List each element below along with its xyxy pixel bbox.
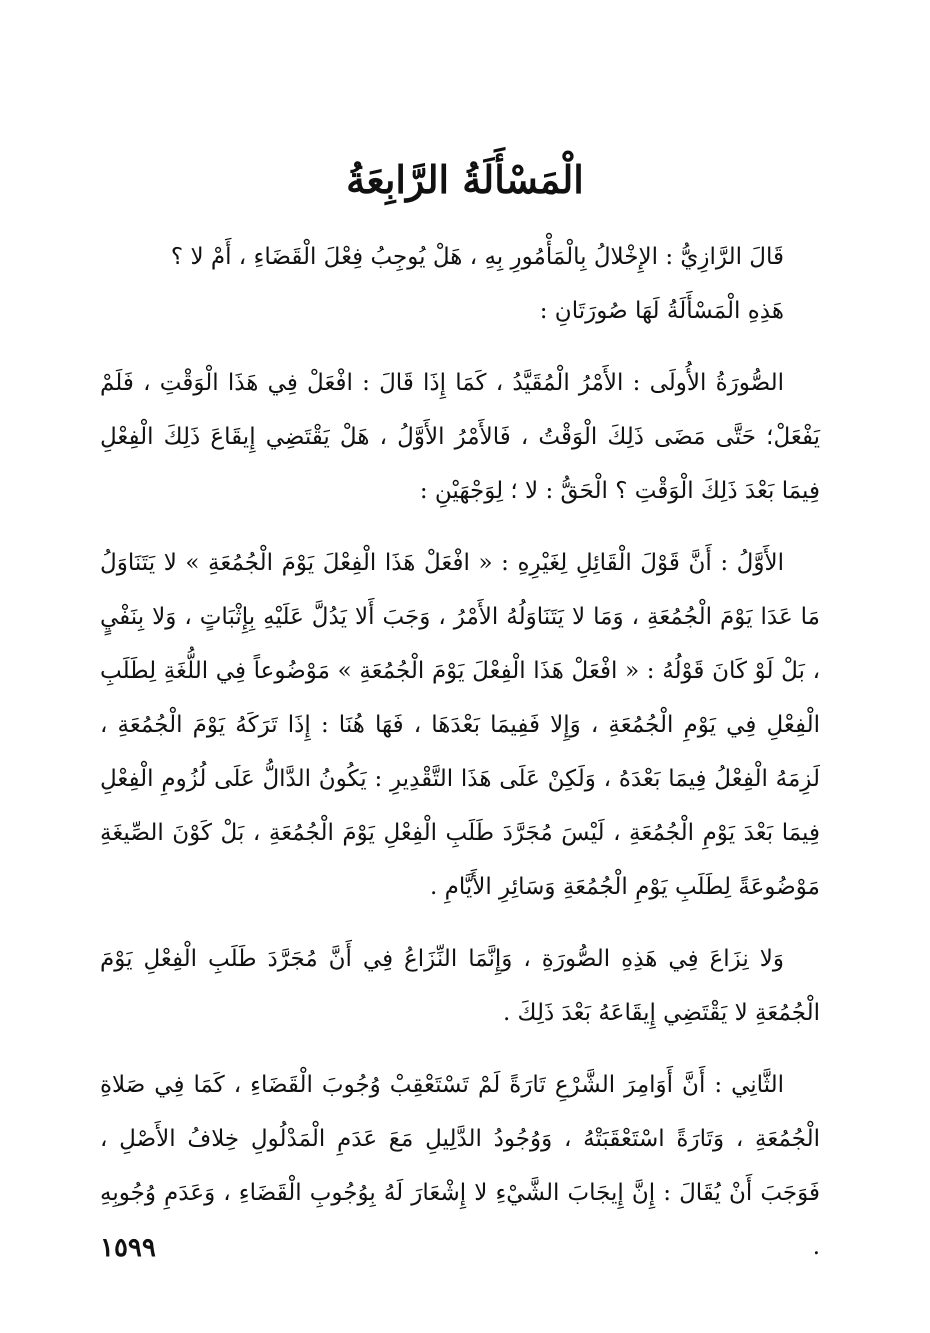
- paragraph-gap: [100, 518, 820, 536]
- paragraph-1: قَالَ الرَّازِيُّ : الإِخْلالُ بِالْمَأْمُورِ بِهِ ، هَلْ يُوجِبُ فِعْلَ الْقَضَاءِ ، أَمْ لا ؟: [170, 244, 784, 270]
- paragraph-gap: [100, 914, 820, 932]
- page-number: ١٥٩٩: [100, 1233, 156, 1263]
- paragraph-gap: [100, 338, 820, 356]
- paragraph-2: هَذِهِ الْمَسْأَلَةُ لَهَا صُورَتَانِ :: [539, 298, 784, 324]
- text-body: [100, 230, 820, 1274]
- paragraph-6: الثَّانِي : أَنَّ أَوَامِرَ الشَّرْعِ تَارَةً لَمْ تَسْتَعْقِبْ وُجُوبَ الْقَضَاءِ ، كَمَا فِي صَلاةِ الْجُمُعَةِ ، وَتَارَةً اسْتَعْقَبَتْهُ ، وَوُجُودُ الدَّلِيلِ مَعَ عَدَمِ الْمَدْلُولِ خِلافُ الأَصْلِ ، فَوَجَبَ أَنْ يُقَالَ : إِنَّ إِيجَابَ الشَّيْءِ لا إِشْعَارَ لَهُ بِوُجُوبِ الْقَضَاءِ ، وَعَدَمِ وُجُوبِهِ .: [100, 1072, 820, 1260]
- paragraph-3: الصُّورَةُ الأُولَى : الأَمْرُ الْمُقَيَّدُ ، كَمَا إِذَا قَالَ : افْعَلْ فِي هَذَا الْوَقْتِ ، فَلَمْ يَفْعَلْ؛ حَتَّى مَضَى ذَلِكَ الْوَقْتُ ، فَالأَمْرُ الأَوَّلُ ، هَلْ يَقْتَضِي إِيقَاعَ ذَلِكَ الْفِعْلِ فِيمَا بَعْدَ ذَلِكَ الْوَقْتِ ؟ الْحَقُّ : لا ؛ لِوَجْهَيْنِ :: [100, 370, 820, 504]
- paragraph-4: الأَوَّلُ : أَنَّ قَوْلَ الْقَائِلِ لِغَيْرِهِ : « افْعَلْ هَذَا الْفِعْلَ يَوْمَ الْجُمُعَةِ » لا يَتَنَاوَلُ مَا عَدَا يَوْمَ الْجُمُعَةِ ، وَمَا لا يَتَنَاوَلُهُ الأَمْرُ ، وَجَبَ أَلا يَدُلَّ عَلَيْهِ بِإِثْبَاتٍ ، وَلا بِنَفْيٍ ، بَلْ لَوْ كَانَ قَوْلُهُ : « افْعَلْ هَذَا الْفِعْلَ يَوْمَ الْجُمُعَةِ » مَوْضُوعاً فِي اللُّغَةِ لِطَلَبِ الْفِعْلِ فِي يَوْمِ الْجُمُعَةِ ، وَإِلا فَفِيمَا بَعْدَهَا ، فَهَا هُنَا : إِذَا تَرَكَهُ يَوْمَ الْجُمُعَةِ ، لَزِمَهُ الْفِعْلُ فِيمَا بَعْدَهُ ، وَلَكِنْ عَلَى هَذَا التَّقْدِيرِ : يَكُونُ الدَّالُّ عَلَى لُزُومِ الْفِعْلِ فِيمَا بَعْدَ يَوْمِ الْجُمُعَةِ ، لَيْسَ مُجَرَّدَ طَلَبِ الْفِعْلِ يَوْمَ الْجُمُعَةِ ، بَلْ كَوْنَ الصِّيغَةِ مَوْضُوعَةً لِطَلَبِ يَوْمِ الْجُمُعَةِ وَسَائِرِ الأَيَّامِ .: [100, 550, 820, 900]
- section-title: الْمَسْأَلَةُ الرَّابِعَةُ: [346, 157, 584, 202]
- paragraph-5: وَلا نِزَاعَ فِي هَذِهِ الصُّورَةِ ، وَإِنَّمَا النِّزَاعُ فِي أَنَّ مُجَرَّدَ طَلَبِ الْفِعْلِ يَوْمَ الْجُمُعَةِ لا يَقْتَضِي إِيقَاعَهُ بَعْدَ ذَلِكَ .: [100, 946, 820, 1026]
- paragraph-gap: [100, 1040, 820, 1058]
